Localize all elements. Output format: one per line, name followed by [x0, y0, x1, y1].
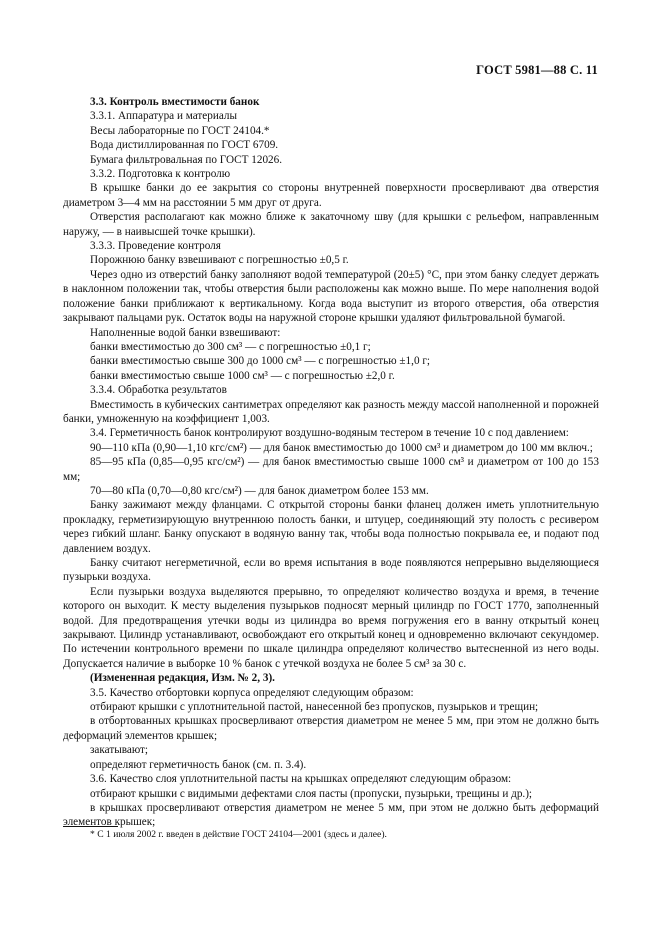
list-item: определяют герметичность банок (см. п. 3.4).	[90, 758, 307, 771]
paragraph: Если пузырьки воздуха выделяются прерывно, то определяют количество воздуха и время, в течение которого он выходит. К месту выделения пузырьков подносят мерный цилиндр по ГОСТ 1770, заполненный водой. Для предотвращения утечки воды из цилиндра во время погружения его в ванну открытый конец закрывают. Цилиндр устанавливают, освобождают его открытый конец и одновременно включают секундомер. По истечении контрольного времени по шкале цилиндра определяют количество вытесненной из него воды. Допускается наличие в выборке 10 % банок с утечкой воздуха не более 5 см³ за 30 с.	[63, 585, 599, 670]
section-heading: 3.3. Контроль вместимости банок	[90, 96, 260, 108]
paragraph: Бумага фильтровальная по ГОСТ 12026.	[90, 153, 283, 166]
subsection-heading: 3.3.4. Обработка результатов	[90, 384, 227, 397]
paragraph: Банку зажимают между фланцами. С открытой стороны банки фланец должен иметь уплотнительную прокладку, герметизирующую внутреннюю полость банки, и штуцер, соединяющий эту полость с ресивером через гибкий шланг. Банку опускают в водяную ванну так, чтобы вода полностью покрывала ее, и подают под давлением воздух.	[63, 499, 599, 555]
running-header: ГОСТ 5981—88 С. 11	[476, 63, 598, 77]
footnote-divider	[63, 826, 118, 827]
paragraph: Порожнюю банку взвешивают с погрешностью ±0,5 г.	[90, 254, 349, 267]
list-item: в отбортованных крышках просверливают отверстия диаметром не менее 5 мм, при этом не должно быть деформаций элементов крышек;	[63, 715, 599, 742]
list-item: банки вместимостью свыше 1000 см³ — с погрешностью ±2,0 г.	[90, 369, 395, 382]
paragraph: Через одно из отверстий банку заполняют водой температурой (20±5) °С, при этом банку следует держать в наклонном положении так, чтобы отверстия были расположены как можно выше. По мере наполнения водой положение банки приближают к вертикальному. Когда вода выступит из второго отверстия, оба отверстия закрывают пальцами рук. Остаток воды на наружной стороне крышки удаляют фильтровальной бумагой.	[63, 268, 599, 325]
paragraph: Наполненные водой банки взвешивают:	[90, 326, 281, 339]
list-item: 90—110 кПа (0,90—1,10 кгс/см²) — для банок вместимостью до 1000 см³ и диаметром до 100 мм включ.;	[90, 441, 593, 454]
revision-note: (Измененная редакция, Изм. № 2, 3).	[90, 672, 275, 685]
paragraph: 3.6. Качество слоя уплотнительной пасты на крышках определяют следующим образом:	[90, 773, 512, 786]
list-item: отбирают крышки с уплотнительной пастой, нанесенной без пропусков, пузырьков и трещин;	[90, 701, 539, 714]
list-item: 85—95 кПа (0,85—0,95 кгс/см²) — для банок вместимостью свыше 1000 см³ и диаметром от 100 до 153 мм;	[63, 456, 599, 483]
paragraph: 3.5. Качество отбортовки корпуса определяют следующим образом:	[90, 686, 414, 699]
paragraph: 3.4. Герметичность банок контролируют воздушно-водяным тестером в течение 10 с под давлением:	[90, 427, 569, 440]
paragraph: Вместимость в кубических сантиметрах определяют как разность между массой наполненной и порожней банки, умноженную на коэффициент 1,003.	[63, 398, 599, 425]
paragraph: Банку считают негерметичной, если во время испытания в воде появляются непрерывно выделяющиеся пузырьки воздуха.	[63, 557, 599, 584]
subsection-heading: 3.3.1. Аппаратура и материалы	[90, 110, 238, 123]
paragraph: В крышке банки до ее закрытия со стороны внутренней поверхности просверливают два отверстия диаметром 3—4 мм на расстоянии 5 мм друг от друга.	[63, 182, 599, 209]
footnote: * С 1 июля 2002 г. введен в действие ГОСТ 24104—2001 (здесь и далее).	[90, 829, 387, 840]
list-item: отбирают крышки с видимыми дефектами слоя пасты (пропуски, пузырьки, трещины и др.);	[90, 787, 533, 800]
subsection-heading: 3.3.3. Проведение контроля	[90, 240, 221, 253]
paragraph: Отверстия располагают как можно ближе к закаточному шву (для крышки с рельефом, направленным наружу, — в наивысшей точке крышки).	[63, 211, 599, 238]
list-item: банки вместимостью до 300 см³ — с погрешностью ±0,1 г;	[90, 340, 371, 353]
paragraph: Вода дистиллированная по ГОСТ 6709.	[90, 139, 279, 152]
list-item: 70—80 кПа (0,70—0,80 кгс/см²) — для банок диаметром более 153 мм.	[90, 484, 429, 497]
list-item: в крышках просверливают отверстия диаметром не менее 5 мм, при этом не должно быть деформаций элементов крышек;	[63, 801, 599, 829]
list-item: закатывают;	[90, 744, 149, 757]
list-item: банки вместимостью свыше 300 до 1000 см³ — с погрешностью ±1,0 г;	[90, 355, 431, 368]
paragraph: Весы лабораторные по ГОСТ 24104.*	[90, 124, 270, 137]
body-text	[63, 95, 599, 830]
subsection-heading: 3.3.2. Подготовка к контролю	[90, 168, 231, 181]
